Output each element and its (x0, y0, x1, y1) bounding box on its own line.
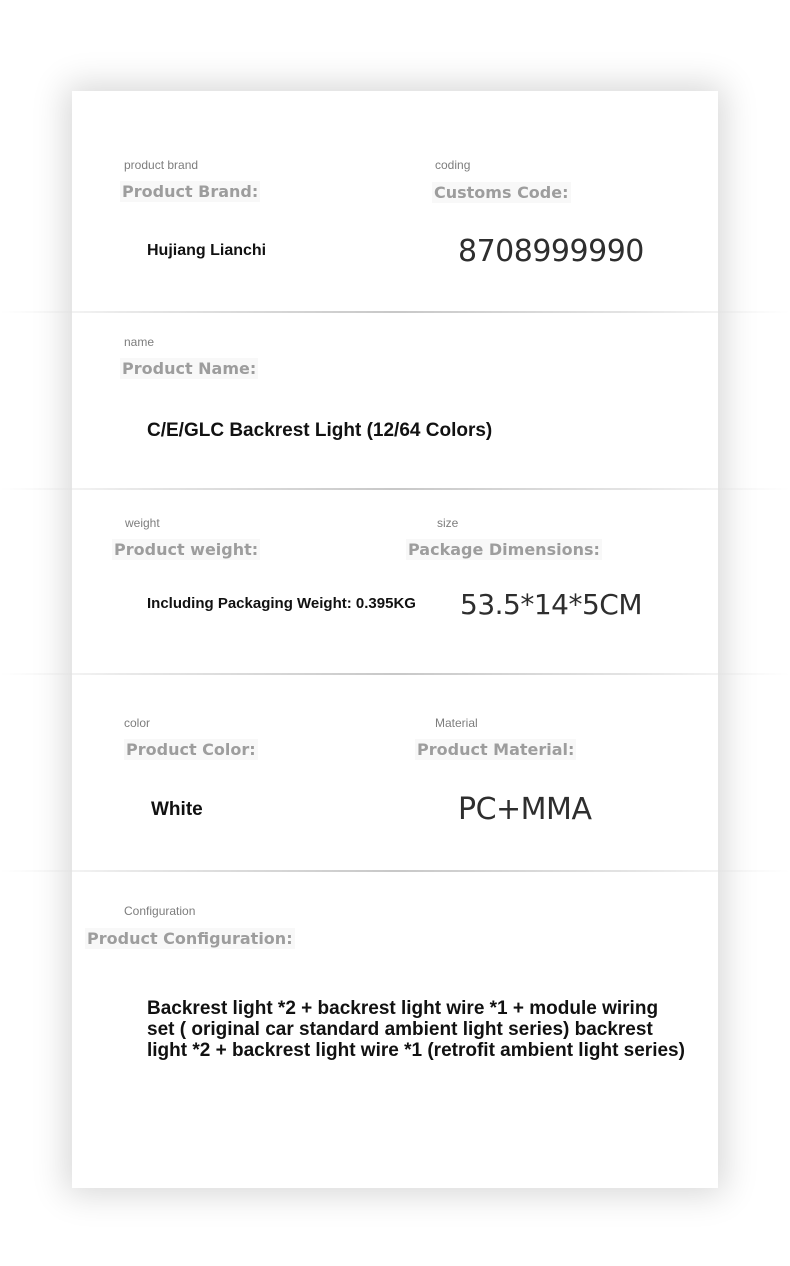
brand-label: Product Brand: (122, 182, 259, 201)
color-value: White (151, 799, 203, 820)
weight-small-label: weight (125, 516, 160, 530)
section-divider (0, 311, 790, 313)
material-label: Product Material: (417, 740, 575, 759)
section-divider (0, 488, 790, 490)
section-divider (0, 870, 790, 872)
brand-value: Hujiang Lianchi (147, 242, 267, 259)
name-label: Product Name: (122, 359, 257, 378)
material-value: PC+MMA (458, 792, 592, 827)
name-value: C/E/GLC Backrest Light (12/64 Colors) (147, 420, 493, 441)
size-value: 53.5*14*5CM (460, 588, 642, 621)
weight-label: Product weight: (114, 540, 259, 559)
coding-value: 8708999990 (458, 234, 644, 269)
configuration-label: Product Configuration: (87, 929, 293, 948)
material-small-label: Material (435, 716, 478, 730)
name-small-label: name (124, 335, 155, 349)
configuration-value: Backrest light *2 + backrest light wire *1 + module wiring set ( original car standard ambient light series) backrest light *2 + backrest light wire *1 (retrofit ambient light series) (147, 998, 685, 1061)
size-label: Package Dimensions: (408, 540, 600, 559)
section-divider (0, 673, 790, 675)
color-label: Product Color: (126, 740, 256, 759)
color-small-label: color (124, 716, 151, 730)
size-small-label: size (437, 516, 459, 530)
coding-label: Customs Code: (434, 183, 569, 202)
coding-small-label: coding (435, 158, 471, 172)
brand-small-label: product brand (124, 158, 199, 172)
weight-value: Including Packaging Weight: 0.395KG (147, 595, 416, 612)
configuration-small-label: Configuration (124, 904, 196, 918)
